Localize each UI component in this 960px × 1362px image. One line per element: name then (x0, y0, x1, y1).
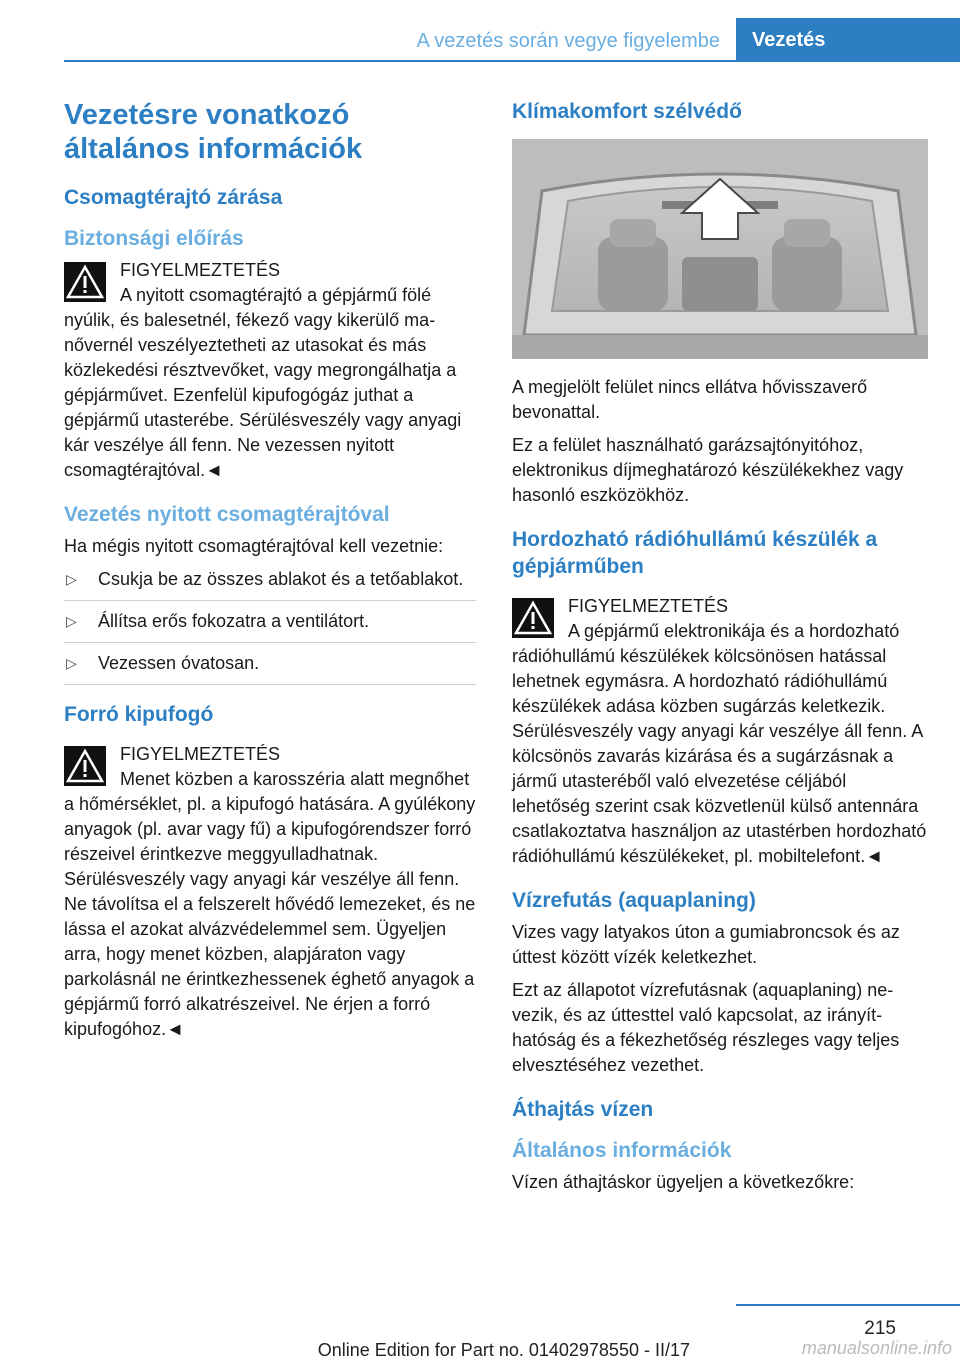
heading-hot-exhaust: Forró kipufogó (64, 703, 214, 726)
warning-triangle-icon (512, 598, 554, 638)
warning-block-exhaust (64, 742, 476, 1042)
aquaplaning-paragraph-1: Vizes vagy latyakos úton a gumiabroncsok és az úttest között vízék keletkezhet. (512, 922, 900, 967)
warning-triangle-icon (64, 746, 106, 786)
open-trunk-intro: Ha mégis nyitott csomagtérajtóval kell vezetnie: (64, 536, 444, 556)
heading-open-trunk: Vezetés nyitott csomagtérajtóval (64, 503, 390, 526)
water-paragraph-1: Vízen áthajtáskor ügyeljen a következőkre: (512, 1172, 855, 1192)
warning-block-radio (512, 594, 928, 869)
page-title: Vezetésre vonatkozó általános információk (64, 99, 363, 165)
warning-title: FIGYELMEZTETÉS (568, 596, 729, 616)
header-section-title: A vezetés során vegye figyelembe (416, 30, 720, 52)
triangle-bullet-icon: ▷ (66, 655, 77, 671)
page-header (0, 0, 960, 62)
watermark: manualsonline.info (801, 1338, 952, 1358)
warning-text: A nyitott csomagtérajtó a gépjármű fölé nyúlik, és balesetnél, fékező vagy kikerülő manővernél veszélyeztetheti az utasokat és más közlekedési résztvevőket, vagy megrongálhatja a gépjárművet. Ezenfelül kipufogógáz juthat a gépjármű utasterébe. Sérülésveszély vagy anyagi kár veszélye áll fenn. Ne vezessen nyitott csomagtérajtóval.◄ (64, 285, 462, 480)
triangle-bullet-icon: ▷ (66, 571, 77, 587)
warning-text: A gépjármű elektronikája és a hordozható rádióhullámú készülékek kölcsönösen hatással lehetnek egymásra. A hordozható rádióhullámú készülékek adása közben sugárzás keletkezik. Sérülésveszély vagy anyagi kár veszélye áll fenn. A kölcsönös zavarás kizárása és a sugárzásnak a jármű utasteréből való elvezetése céljából lehetőség szerint csak közvetlenül külső antennára csatlakoztatva használjon az utastérben hordozható rádióhullámú készülékeket, pl. mobiltelefont.◄ (512, 621, 927, 866)
climate-paragraph-2: Ez a felület használható garázsajtónyitóhoz, elektronikus díjmeghatározó készülékekhez vagy hasonló eszközökhöz. (512, 435, 904, 505)
heading-climate-windshield: Klímakomfort szélvédő (512, 100, 742, 123)
header-chapter-tab: Vezetés (736, 18, 960, 62)
warning-block-trunk (64, 258, 476, 483)
list-item: ▷ Állítsa erős fokozatra a ventilátort. (64, 609, 476, 643)
heading-general-info: Általános információk (512, 1139, 732, 1162)
climate-paragraph-1: A megjelölt felület nincs ellátva hővisszaverő bevonattal. (512, 377, 868, 422)
left-column (64, 98, 476, 1060)
warning-title: FIGYELMEZTETÉS (120, 260, 281, 280)
heading-trunk-closing: Csomagtérajtó zárása (64, 186, 283, 209)
heading-aquaplaning: Vízrefutás (aquaplaning) (512, 889, 756, 912)
aquaplaning-paragraph-2: Ezt az állapotot vízrefutásnak (aquaplaning) nevezik, és az úttesttel való kapcsolat, az irányíthatóság és a fékezhetőség részleges vagy teljes elvesztéséhez vezethet. (512, 980, 900, 1075)
list-item: ▷ Vezessen óvatosan. (64, 651, 476, 685)
warning-triangle-icon (64, 262, 106, 302)
edition-note: Online Edition for Part no. 01402978550 - II/17 (317, 1340, 690, 1360)
heading-driving-through-water: Áthajtás vízen (512, 1098, 654, 1121)
bullet-list (64, 567, 476, 685)
heading-portable-radio: Hordozható rádióhullámú készülék a gépjárműben (512, 528, 878, 578)
page-number: 215 (864, 1318, 896, 1339)
triangle-bullet-icon: ▷ (66, 613, 77, 629)
footer-rule (736, 1304, 960, 1306)
windshield-illustration (512, 139, 928, 359)
list-item: ▷ Csukja be az összes ablakot és a tetőablakot. (64, 567, 476, 601)
right-column (512, 98, 928, 1203)
warning-title: FIGYELMEZTETÉS (120, 744, 281, 764)
heading-safety: Biztonsági előírás (64, 227, 244, 250)
warning-text: Menet közben a karosszéria alatt megnőhet a hőmérséklet, pl. a kipufogó hatására. A gyúlékony anyagok (pl. avar vagy fű) a kipufogórendszer forró részeivel érintkezve meggyulladhatnak. Sérülésveszély vagy anyagi kár veszélye áll fenn. Ne távolítsa el a felszerelt hővédő lemezeket, és ne lássa el azokat alvázvédelemmel sem. Ügyeljen arra, hogy menet közben, alapjáraton vagy parkolásnál ne érintkezhessenek éghető anyagok a gépjármű forró alkatrészeivel. Ne érjen a forró kipufogóhoz.◄ (64, 769, 476, 1039)
header-rule (64, 60, 960, 62)
